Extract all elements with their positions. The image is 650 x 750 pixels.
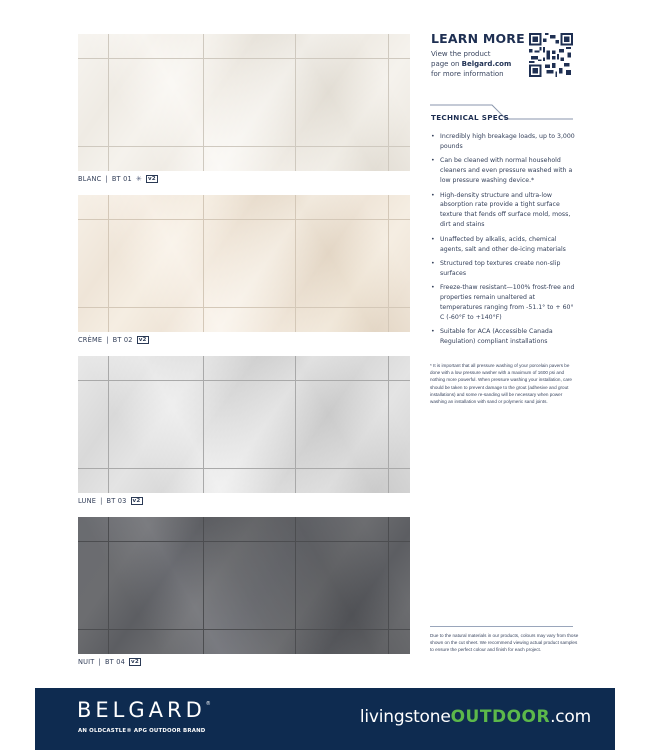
belgard-link[interactable]: Belgard.com (461, 60, 512, 68)
grout-line (295, 195, 296, 332)
learn-more-line-1: View the product (431, 50, 491, 58)
grout-line (388, 195, 389, 332)
registered-mark: ® (205, 701, 211, 707)
swatch-nuit (78, 517, 410, 668)
qr-code-icon[interactable] (529, 33, 573, 77)
technical-specs-title: TECHNICAL SPECS (431, 113, 510, 122)
belgard-logo[interactable]: BELGARD® (77, 698, 211, 722)
tile-image (78, 356, 410, 493)
swatch-code: BT 04 (104, 658, 125, 666)
swatch-label (78, 173, 410, 185)
grout-line (203, 195, 204, 332)
grout-line (78, 307, 410, 308)
v2-badge: v2 (138, 337, 147, 343)
swatch-label (78, 495, 410, 507)
disclaimer-divider (430, 626, 573, 627)
swatch-name: CRÈME (78, 336, 103, 344)
pressure-washing-footnote: * It is important that all pressure washing of your porcelain pavers be done with a low pressure washer with a maximum of 1600 psi and nothing more powerful. When pressure washing your installation, care should be taken to prevent damage to the grout (adhesive and grout installations) and some re-sanding will be necessary when power washing an installation with sand or polymeric sand joints. (430, 363, 572, 405)
grout-line (108, 195, 109, 332)
grout-line (388, 356, 389, 493)
grout-line (108, 356, 109, 493)
swatch-label (78, 656, 410, 668)
grout-line (108, 517, 109, 654)
swatch-lune (78, 356, 410, 507)
spec-item: • Can be cleaned with normal household cleaners and even pressure washed with a low pressure washing device.* (430, 156, 575, 186)
spec-item: • High-density structure and ultra-low absorption rate provide a tight surface texture that fends off surface mold, moss, dirt and stains (430, 191, 575, 231)
swatch-code: BT 03 (106, 497, 127, 505)
grout-line (78, 380, 410, 381)
swatch-code: BT 02 (112, 336, 133, 344)
brand-tagline: AN OLDCASTLE® APG OUTDOOR BRAND (78, 728, 206, 734)
learn-more-line-2: page on Belgard.com (431, 60, 512, 68)
swatch-name: LUNE (78, 497, 97, 505)
spec-item: • Suitable for ACA (Accessible Canada Regulation) compliant installations (430, 327, 575, 347)
label-separator: | (106, 336, 109, 344)
label-separator: | (100, 497, 103, 505)
swatch-blanc (78, 34, 410, 185)
grout-line (295, 356, 296, 493)
grout-line (78, 629, 410, 630)
learn-more-text (431, 49, 526, 79)
spec-item: • Structured top textures create non-slip surfaces (430, 259, 575, 279)
grout-line (295, 517, 296, 654)
label-separator: | (105, 175, 108, 183)
grout-line (78, 146, 410, 147)
learn-more-title: LEARN MORE (431, 31, 525, 46)
label-separator: | (98, 658, 101, 666)
tile-image (78, 34, 410, 171)
swatch-creme (78, 195, 410, 346)
v2-badge: v2 (132, 498, 141, 504)
tile-image (78, 195, 410, 332)
grout-line (388, 34, 389, 171)
footer-banner (35, 688, 615, 750)
grout-line (78, 58, 410, 59)
swatch-name: BLANC (78, 175, 102, 183)
spec-item: • Freeze-thaw resistant—100% frost-free and properties remain unaltered at temperatures ranging from -51.1° to + 60° C (-60°F to +140°F) (430, 283, 575, 323)
grout-line (388, 517, 389, 654)
swatch-name: NUIT (78, 658, 95, 666)
spec-item: • Unaffected by alkalis, acids, chemical agents, salt and other de-icing materials (430, 235, 575, 255)
grout-line (78, 468, 410, 469)
grout-line (295, 34, 296, 171)
swatch-label (78, 334, 410, 346)
grout-line (203, 517, 204, 654)
v2-badge: v2 (131, 659, 139, 665)
learn-more-line-3: for more information (431, 70, 504, 78)
grout-line (78, 219, 410, 220)
snowflake-icon: ✳ (135, 174, 142, 183)
spec-item: • Incredibly high breakage loads, up to 3,000 pounds (430, 132, 575, 152)
swatch-code: BT 01 (111, 175, 132, 183)
v2-badge: v2 (147, 176, 156, 182)
tile-image (78, 517, 410, 654)
grout-line (108, 34, 109, 171)
grout-line (203, 356, 204, 493)
grout-line (78, 541, 410, 542)
technical-specs-list (430, 132, 575, 352)
livingstone-outdoor-link[interactable]: livingstoneOUTDOOR.com (359, 707, 591, 727)
grout-line (203, 34, 204, 171)
colour-disclaimer: Due to the natural materials in our products, colours may vary from those shown on the cut sheet. We recommend viewing actual product samples to ensure the perfect colour and finish for each project. (430, 633, 579, 653)
